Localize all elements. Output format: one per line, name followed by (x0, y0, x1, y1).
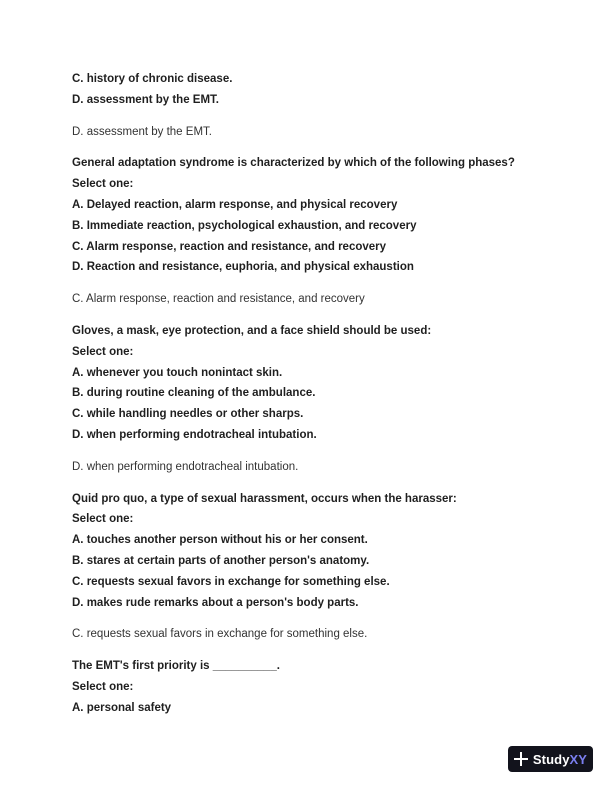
option-d: D. when performing endotracheal intubation. (72, 428, 317, 441)
question-block (72, 153, 552, 310)
answer-text: D. assessment by the EMT. (72, 125, 212, 138)
option-c: C. history of chronic disease. (72, 73, 233, 85)
question-text: Gloves, a mask, eye protection, and a face shield should be used: (72, 324, 432, 337)
answer-text: C. requests sexual favors in exchange for something else. (72, 628, 368, 641)
option-d: D. Reaction and resistance, euphoria, and physical exhaustion (72, 261, 414, 274)
answer-text: D. when performing endotracheal intubation. (72, 460, 299, 473)
option-d: D. makes rude remarks about a person's body parts. (72, 596, 359, 609)
select-one-label: Select one: (72, 680, 134, 693)
answer-text: C. Alarm response, reaction and resistance, and recovery (72, 293, 365, 306)
option-c: C. while handling needles or other sharps. (72, 408, 304, 421)
option-a: A. touches another person without his or her consent. (72, 534, 368, 547)
question-block (72, 321, 552, 478)
option-a: A. whenever you touch nonintact skin. (72, 366, 283, 379)
select-one-label: Select one: (72, 345, 134, 358)
question-text: The EMT's first priority is __________. (72, 660, 280, 673)
select-one-label: Select one: (72, 178, 134, 191)
studyxy-badge[interactable] (508, 746, 593, 772)
question-text: Quid pro quo, a type of sexual harassment, occurs when the harasser: (72, 492, 457, 505)
option-d: D. assessment by the EMT. (72, 93, 219, 106)
option-a: A. Delayed reaction, alarm response, and physical recovery (72, 198, 398, 211)
question-block (72, 489, 552, 646)
document-page (72, 69, 552, 719)
option-a: A. personal safety (72, 701, 172, 714)
option-b: B. stares at certain parts of another person's anatomy. (72, 554, 370, 567)
option-b: B. Immediate reaction, psychological exhaustion, and recovery (72, 219, 417, 232)
option-b: B. during routine cleaning of the ambulance. (72, 387, 316, 400)
question-text: General adaptation syndrome is characterized by which of the following phases? (72, 157, 515, 170)
option-c: C. requests sexual favors in exchange for something else. (72, 575, 390, 588)
studyxy-logo-text: StudyXY (532, 751, 588, 767)
option-c: C. Alarm response, reaction and resistance, and recovery (72, 240, 387, 253)
plus-sparkle-icon (514, 752, 528, 766)
question-block (72, 656, 552, 718)
select-one-label: Select one: (72, 513, 134, 526)
